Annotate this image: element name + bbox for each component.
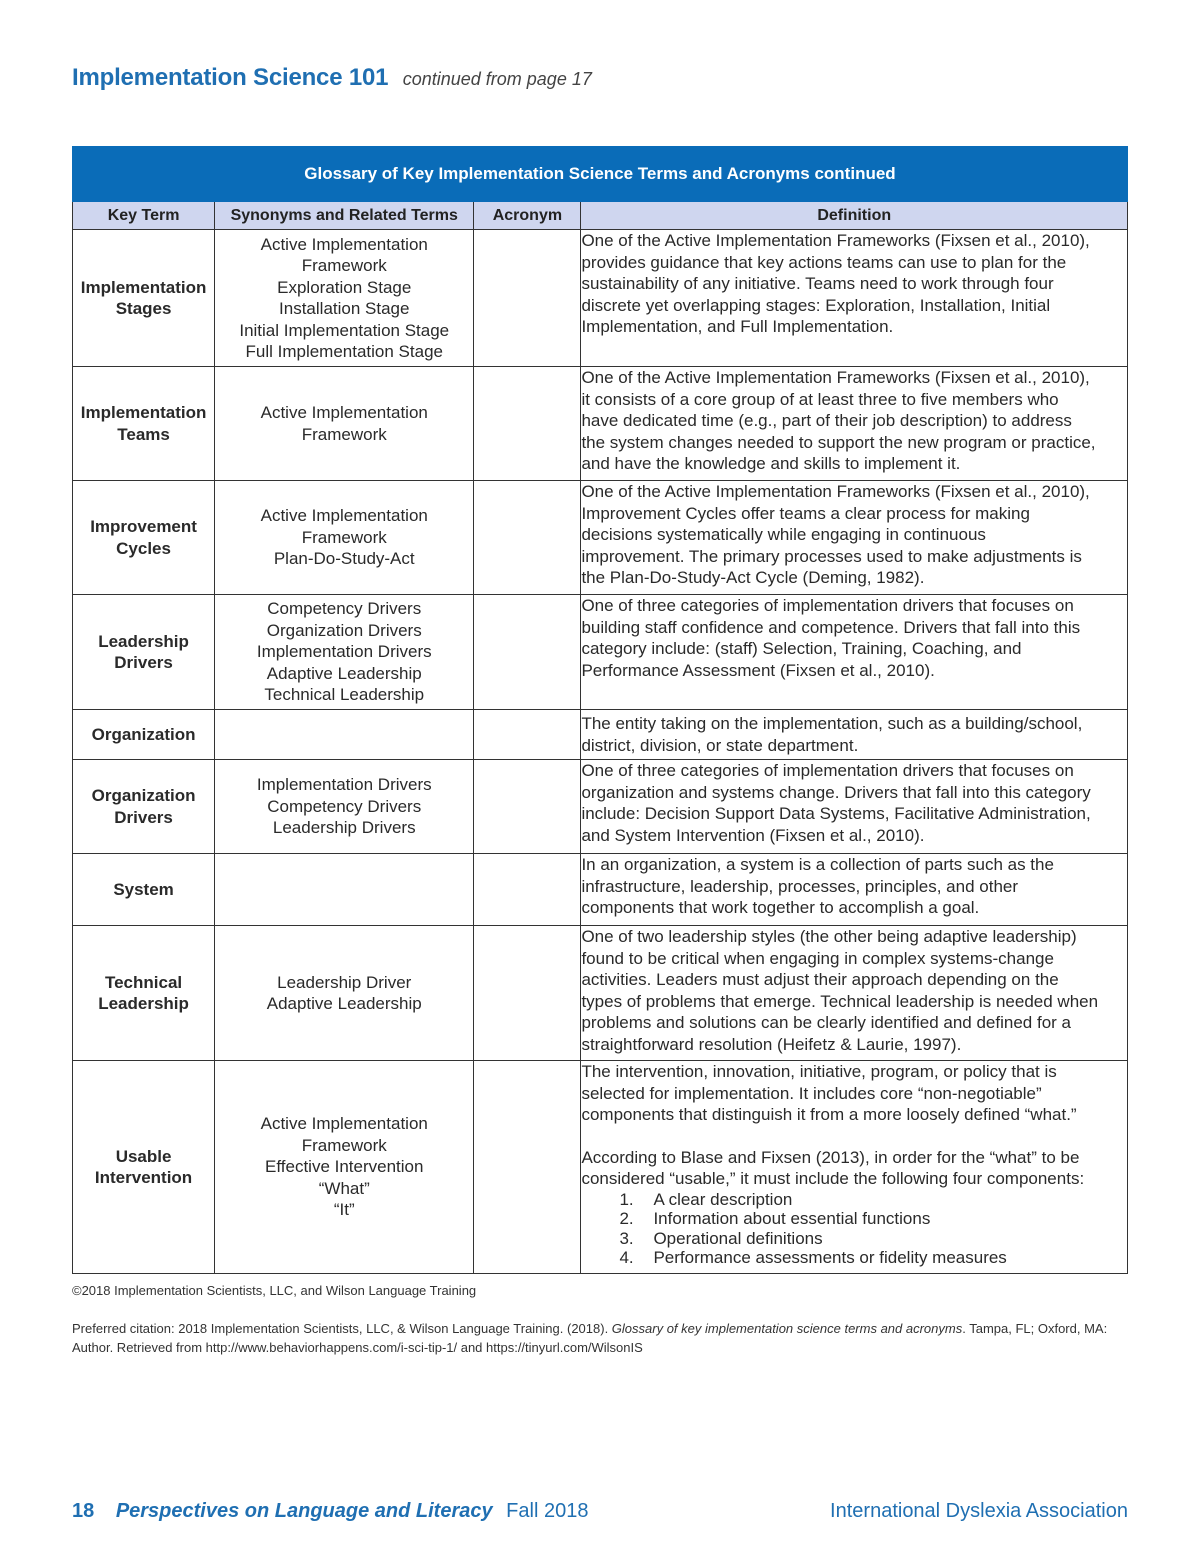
key-term-line: System [113, 879, 174, 899]
table-row [73, 854, 1128, 926]
key-term-line: Organization [91, 724, 196, 744]
definition-line: it consists of a core group of at least three to five members who [581, 389, 1059, 409]
synonym-line: Framework [301, 256, 387, 275]
column-header-key-term: Key Term [73, 202, 215, 230]
acronym-cell [474, 367, 581, 481]
components-list [581, 1190, 1127, 1268]
table-row [73, 760, 1128, 854]
glossary-table [72, 146, 1128, 1274]
column-header-acronym: Acronym [474, 202, 581, 230]
synonym-line: Active Implementation [260, 506, 428, 526]
definition-cell [581, 926, 1128, 1061]
synonym-line: Exploration Stage [277, 277, 412, 297]
definition-line: considered “usable,” it must include the following four components: [581, 1169, 1085, 1188]
definition-line: straightforward resolution (Heifetz & Laurie, 1997). [581, 1034, 962, 1054]
synonym-line: “What” [318, 1178, 370, 1198]
key-term-cell [73, 595, 215, 710]
citation-title: Glossary of key implementation science terms and acronyms [611, 1321, 963, 1336]
paragraph-gap [581, 1126, 1127, 1147]
key-term-cell [73, 926, 215, 1061]
synonym-line: Leadership Drivers [272, 818, 416, 838]
definition-line: types of problems that emerge. Technical leadership is needed when [581, 991, 1099, 1011]
synonyms-cell [215, 230, 474, 367]
key-term-cell [73, 854, 215, 926]
definition-cell [581, 481, 1128, 595]
key-term-cell [73, 481, 215, 595]
synonym-line: Active Implementation [260, 234, 428, 254]
definition-cell [581, 1061, 1128, 1274]
definition-line: components that work together to accomplish a goal. [581, 898, 980, 917]
synonym-line: Effective Intervention [265, 1157, 424, 1177]
synonym-line: Adaptive Leadership [266, 663, 422, 683]
key-term-line: Stages [115, 299, 172, 318]
definition-line: have dedicated time (e.g., part of their job description) to address [581, 411, 1072, 430]
definition-line: One of the Active Implementation Frameworks (Fixsen et al., 2010), [581, 368, 1090, 387]
key-term-line: Teams [117, 424, 170, 444]
synonym-line: Framework [301, 424, 387, 444]
table-row [73, 367, 1128, 481]
citation-suffix: . Tampa, FL; Oxford, MA: Author. Retrieved from http://www.behaviorhappens.com/i-sci-tip-1/ and https://tinyurl.com/WilsonIS [72, 1321, 1108, 1355]
table-row [73, 710, 1128, 760]
list-item-text: Information about essential functions [653, 1209, 931, 1228]
key-term-line: Intervention [94, 1168, 193, 1187]
table-row [73, 926, 1128, 1061]
list-item-number: 4. [619, 1248, 634, 1267]
synonym-line: Full Implementation Stage [245, 342, 443, 361]
key-term-cell [73, 367, 215, 481]
key-term-cell [73, 1061, 215, 1274]
key-term-line: Improvement [90, 517, 197, 536]
key-term-line: Technical [104, 972, 183, 992]
definition-line: district, division, or state department. [581, 735, 859, 755]
synonyms-cell [215, 481, 474, 595]
column-header-synonyms: Synonyms and Related Terms [215, 202, 474, 230]
list-item [619, 1229, 1127, 1249]
list-item-text: Performance assessments or fidelity measures [653, 1248, 1007, 1267]
key-term-cell [73, 230, 215, 367]
synonym-line: “It” [333, 1200, 355, 1220]
key-term-line: Leadership [98, 994, 189, 1013]
definition-line: According to Blase and Fixsen (2013), in order for the “what” to be [581, 1147, 1080, 1167]
acronym-cell [474, 760, 581, 854]
key-term-line: Drivers [114, 653, 173, 672]
glossary-body [73, 230, 1128, 1274]
definition-cell [581, 854, 1128, 926]
key-term-line: Implementation [80, 403, 207, 422]
citation-prefix: Preferred citation: 2018 Implementation Scientists, LLC, & Wilson Language Training. (2018). [72, 1321, 612, 1336]
definition-cell [581, 710, 1128, 760]
definition-line: components that distinguish it from a more loosely defined “what.” [581, 1105, 1077, 1124]
definition-line: Performance Assessment (Fixsen et al., 2010). [581, 660, 935, 680]
magazine-title: Perspectives on Language and Literacy [115, 1500, 493, 1522]
key-term-line: Leadership [98, 631, 189, 651]
synonym-line: Framework [301, 527, 387, 547]
definition-line: The entity taking on the implementation, such as a building/school, [581, 714, 1083, 733]
synonym-line: Leadership Driver [277, 972, 412, 992]
synonyms-cell [215, 710, 474, 760]
organization-name: International Dyslexia Association [830, 1500, 1128, 1522]
list-item [619, 1209, 1127, 1229]
synonym-line: Active Implementation [260, 1114, 428, 1134]
key-term-line: Usable [115, 1146, 172, 1166]
definition-cell [581, 595, 1128, 710]
definition-line: decisions systematically while engaging in continuous [581, 525, 986, 544]
definition-line: discrete yet overlapping stages: Exploration, Installation, Initial [581, 295, 1051, 315]
synonym-line: Plan-Do-Study-Act [273, 549, 415, 569]
synonym-line: Implementation Drivers [256, 775, 432, 795]
table-row [73, 230, 1128, 367]
table-caption: Glossary of Key Implementation Science Terms and Acronyms continued [73, 147, 1128, 202]
list-item [619, 1190, 1127, 1210]
definition-line: Improvement Cycles offer teams a clear process for making [581, 503, 1030, 523]
continued-note: continued from page 17 [402, 69, 592, 89]
synonym-line: Framework [301, 1135, 387, 1155]
definition-line: The intervention, innovation, initiative, program, or policy that is [581, 1062, 1057, 1081]
definition-cell [581, 230, 1128, 367]
list-item-text: A clear description [653, 1189, 793, 1209]
acronym-cell [474, 926, 581, 1061]
page-number: 18 [72, 1500, 95, 1522]
key-term-line: Implementation [80, 277, 207, 297]
definition-line: In an organization, a system is a collection of parts such as the [581, 855, 1054, 874]
definition-line: problems and solutions can be clearly identified and defined for a [581, 1013, 1071, 1032]
key-term-cell [73, 760, 215, 854]
page-header [72, 64, 592, 92]
key-term-cell [73, 710, 215, 760]
list-item [619, 1248, 1127, 1268]
synonym-line: Organization Drivers [266, 620, 422, 640]
definition-line: organization and systems change. Drivers that fall into this category [581, 782, 1091, 802]
definition-line: the system changes needed to support the new program or practice, [581, 432, 1096, 452]
synonyms-cell [215, 367, 474, 481]
acronym-cell [474, 230, 581, 367]
key-term-line: Organization [91, 786, 196, 805]
issue-season: Fall 2018 [506, 1500, 589, 1522]
definition-cell [581, 367, 1128, 481]
synonym-line: Competency Drivers [267, 599, 422, 619]
acronym-cell [474, 710, 581, 760]
list-item-number: 1. [619, 1189, 634, 1209]
acronym-cell [474, 854, 581, 926]
synonym-line: Implementation Drivers [256, 642, 432, 662]
synonyms-cell [215, 854, 474, 926]
definition-line: One of three categories of implementation drivers that focuses on [581, 596, 1074, 615]
definition-line: Implementation, and Full Implementation. [581, 317, 894, 336]
definition-cell [581, 760, 1128, 854]
acronym-cell [474, 595, 581, 710]
definition-line: One of three categories of implementation drivers that focuses on [581, 761, 1074, 780]
synonym-line: Adaptive Leadership [266, 994, 422, 1013]
column-header-definition: Definition [581, 202, 1128, 230]
synonym-line: Active Implementation [260, 403, 428, 422]
acronym-cell [474, 1061, 581, 1274]
definition-line: One of two leadership styles (the other being adaptive leadership) [581, 927, 1077, 946]
table-header-row [73, 202, 1128, 230]
list-item-text: Operational definitions [653, 1228, 823, 1248]
definition-line: One of the Active Implementation Frameworks (Fixsen et al., 2010), [581, 482, 1090, 501]
definition-line: One of the Active Implementation Frameworks (Fixsen et al., 2010), [581, 231, 1090, 250]
list-item-number: 3. [619, 1228, 634, 1248]
synonym-line: Initial Implementation Stage [239, 320, 450, 340]
synonym-line: Technical Leadership [264, 685, 425, 705]
definition-line: selected for implementation. It includes core “non-negotiable” [581, 1083, 1042, 1103]
synonyms-cell [215, 760, 474, 854]
synonyms-cell [215, 1061, 474, 1274]
definition-line: include: Decision Support Data Systems, Facilitative Administration, [581, 804, 1091, 823]
table-row [73, 1061, 1128, 1274]
table-row [73, 595, 1128, 710]
key-term-line: Cycles [116, 538, 171, 558]
definition-line: and System Intervention (Fixsen et al., 2010). [581, 825, 925, 845]
definition-line: building staff confidence and competence. Drivers that fall into this [581, 617, 1081, 637]
definition-line: activities. Leaders must adjust their approach depending on the [581, 970, 1059, 989]
synonyms-cell [215, 926, 474, 1061]
key-term-line: Drivers [114, 807, 173, 827]
page-title: Implementation Science 101 [72, 64, 389, 91]
synonym-line: Installation Stage [279, 299, 410, 318]
definition-line: provides guidance that key actions teams can use to plan for the [581, 252, 1067, 272]
preferred-citation [72, 1319, 1128, 1357]
copyright-notice: ©2018 Implementation Scientists, LLC, and Wilson Language Training [72, 1283, 477, 1298]
list-item-number: 2. [619, 1209, 634, 1228]
table-row [73, 481, 1128, 595]
definition-line: infrastructure, leadership, processes, principles, and other [581, 876, 1019, 896]
definition-line: improvement. The primary processes used to make adjustments is [581, 546, 1082, 566]
synonyms-cell [215, 595, 474, 710]
definition-line: the Plan-Do-Study-Act Cycle (Deming, 1982). [581, 568, 925, 587]
acronym-cell [474, 481, 581, 595]
definition-line: and have the knowledge and skills to implement it. [581, 454, 961, 473]
definition-line: found to be critical when engaging in complex systems-change [581, 948, 1054, 968]
definition-line: category include: (staff) Selection, Training, Coaching, and [581, 639, 1022, 658]
synonym-line: Competency Drivers [267, 796, 422, 816]
definition-line: sustainability of any initiative. Teams need to work through four [581, 274, 1054, 293]
page-footer [72, 1500, 1128, 1526]
